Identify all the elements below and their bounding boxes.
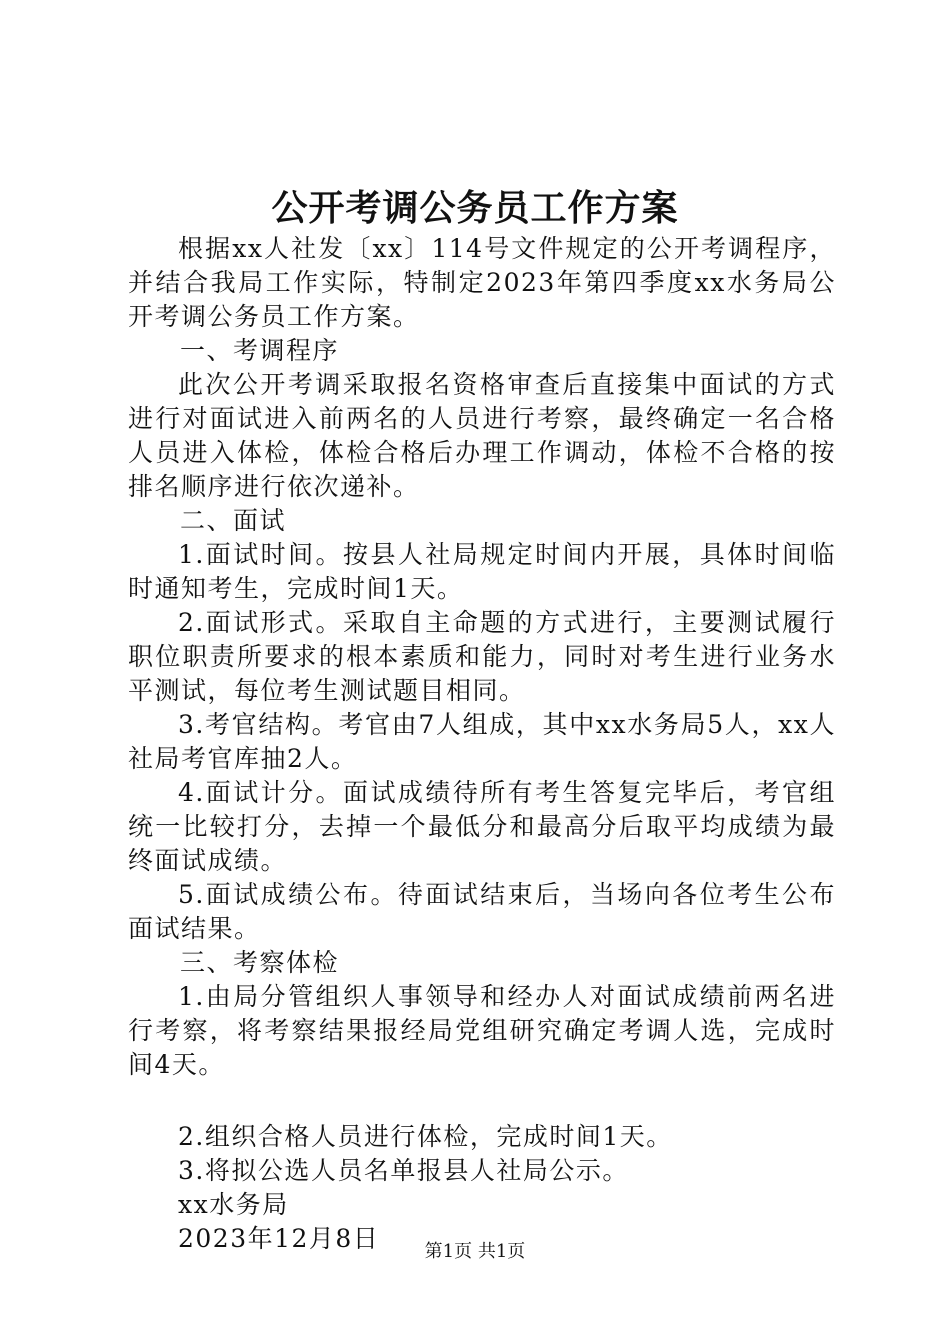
interview-item-time: 1.面试时间。按县人社局规定时间内开展，具体时间临时通知考生，完成时间1天。	[128, 540, 836, 603]
intro-paragraph: 根据xx人社发〔xx〕114号文件规定的公开考调程序，并结合我局工作实际，特制定2023年第四季度xx水务局公开考调公务员工作方案。	[128, 234, 836, 331]
interview-item-format: 2.面试形式。采取自主命题的方式进行，主要测试履行职位职责所要求的根本素质和能力，同时对考生进行业务水平测试，每位考生测试题目相同。	[128, 608, 836, 705]
section-heading-interview: 二、面试	[180, 506, 287, 535]
section-heading-inspection: 三、考察体检	[180, 948, 340, 977]
document-title: 公开考调公务员工作方案	[271, 187, 679, 229]
interview-item-results: 5.面试成绩公布。待面试结束后，当场向各位考生公布面试结果。	[128, 880, 836, 943]
interview-item-examiners: 3.考官结构。考官由7人组成，其中xx水务局5人，xx人社局考官库抽2人。	[128, 710, 836, 773]
inspection-item-review: 1.由局分管组织人事领导和经办人对面试成绩前两名进行考察，将考察结果报经局党组研究确定考调人选，完成时间4天。	[128, 982, 836, 1079]
inspection-item-physical: 2.组织合格人员进行体检，完成时间1天。	[178, 1122, 673, 1151]
inspection-item-publicity: 3.将拟公选人员名单报县人社局公示。	[178, 1156, 629, 1185]
section-heading-procedure: 一、考调程序	[180, 336, 340, 365]
signature-date: 2023年12月8日	[178, 1224, 380, 1253]
signature-org: xx水务局	[178, 1190, 289, 1219]
page-footer: 第1页 共1页	[424, 1241, 526, 1262]
interview-item-scoring: 4.面试计分。面试成绩待所有考生答复完毕后，考官组统一比较打分，去掉一个最低分和最高分后取平均成绩为最终面试成绩。	[128, 778, 836, 875]
document-body	[128, 232, 836, 1256]
procedure-paragraph: 此次公开考调采取报名资格审查后直接集中面试的方式进行对面试进入前两名的人员进行考察，最终确定一名合格人员进入体检，体检合格后办理工作调动，体检不合格的按排名顺序进行依次递补。	[128, 370, 836, 501]
spacer	[128, 1082, 836, 1120]
